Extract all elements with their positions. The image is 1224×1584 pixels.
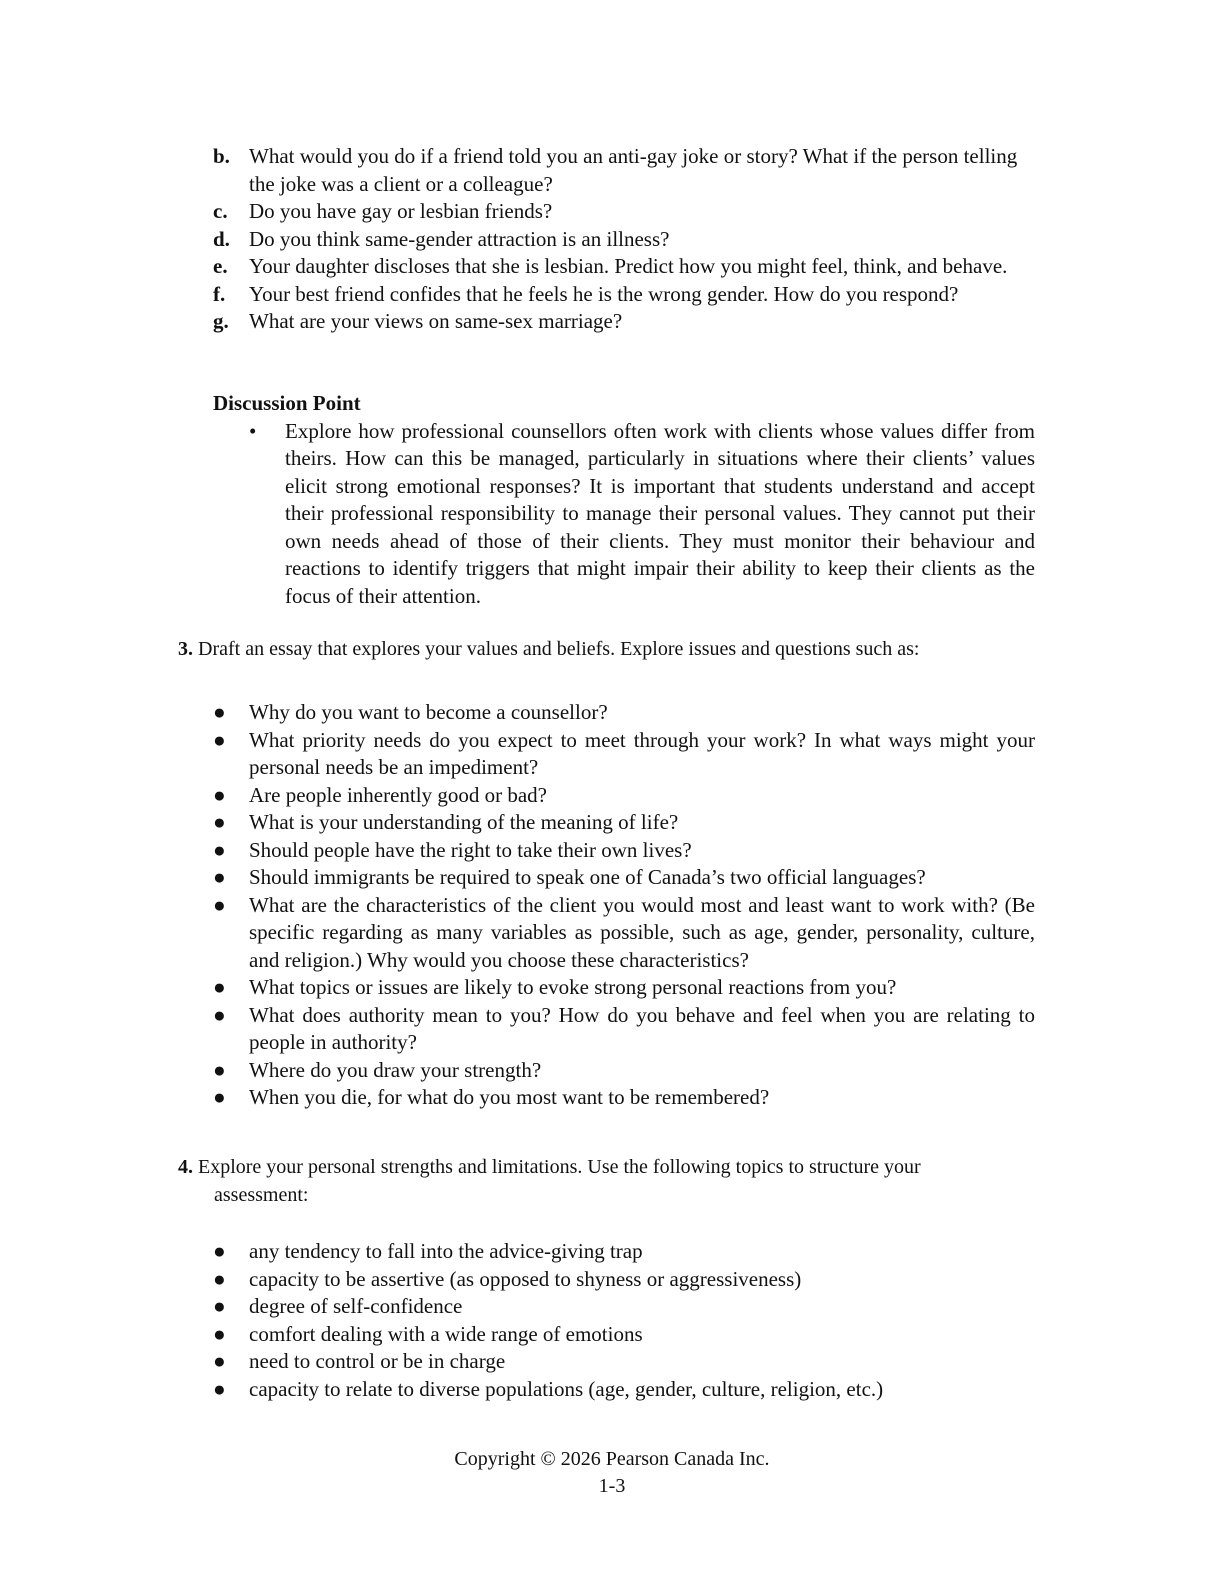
question-label: f. (213, 281, 226, 306)
discussion-text: Explore how professional counsellors often work with clients whose values differ from theirs. How can this be managed, particularly in situations where their clients’ values elicit strong emotional responses? It is important that students understand and accept their professional responsibility to manage their personal values. They cannot put their own needs ahead of those of their clients. They must monitor their behaviour and reactions to identify triggers that might impair their ability to keep their clients as the focus of their attention. (285, 418, 1035, 608)
question-text: What are your views on same-sex marriage? (249, 309, 623, 333)
bullet-icon: ● (213, 865, 226, 889)
bullet-icon: ● (213, 975, 226, 999)
list-item: ● Are people inherently good or bad? (213, 782, 1035, 810)
list-item: ● capacity to be assertive (as opposed to shyness or aggressiveness) (213, 1266, 1035, 1294)
list-item: ● Why do you want to become a counsellor? (213, 699, 1035, 727)
list-item: ● need to control or be in charge (213, 1348, 1035, 1376)
footer-page-number: 1-3 (598, 1475, 626, 1497)
list-item: ● comfort dealing with a wide range of emotions (213, 1321, 1035, 1349)
bullet-icon: ● (213, 1085, 226, 1109)
list-item: ● Should immigrants be required to speak one of Canada’s two official languages? (213, 864, 1035, 892)
list-item: ● degree of self-confidence (213, 1293, 1035, 1321)
list-item: ● Where do you draw your strength? (213, 1057, 1035, 1085)
discussion-point-section (213, 390, 1035, 610)
question-text: Your daughter discloses that she is lesbian. Predict how you might feel, think, and behave. (249, 254, 1008, 278)
question-e (213, 253, 1035, 281)
bullet-icon: ● (213, 1057, 226, 1082)
bullet-icon: ● (213, 700, 226, 724)
question-c (213, 198, 1035, 226)
question-d (213, 226, 1035, 254)
question-text: Do you think same-gender attraction is an illness? (249, 226, 670, 251)
question-label: g. (213, 309, 229, 333)
question-text: Draft an essay that explores your values and beliefs. Explore issues and questions such as: (198, 638, 920, 660)
list-item: ● any tendency to fall into the advice-giving trap (213, 1238, 1035, 1266)
list-item: ● What priority needs do you expect to meet through your work? In what ways might your personal needs be an impediment? (213, 727, 1035, 782)
bullet-icon: ● (213, 1002, 226, 1027)
question-text: What would you do if a friend told you an anti-gay joke or story? What if the person telling the joke was a client or a colleague? (249, 144, 1018, 196)
list-item: ● When you die, for what do you most want to be remembered? (213, 1084, 1035, 1112)
question-label: d. (213, 226, 230, 251)
question-f (213, 281, 1035, 309)
list-item: ● Should people have the right to take their own lives? (213, 837, 1035, 865)
bullet-icon: ● (213, 892, 226, 917)
list-item: ● What is your understanding of the meaning of life? (213, 809, 1035, 837)
bullet-icon: ● (213, 1239, 226, 1263)
question-text: Explore your personal strengths and limitations. Use the following topics to structure your (198, 1156, 921, 1178)
question-label: b. (213, 144, 230, 168)
list-item: ● What are the characteristics of the client you would most and least want to work with? (Be specific regarding as many variables as possible, such as age, gender, personality, culture, and religion.) Why would you choose these characteristics? (213, 892, 1035, 975)
bullet-icon: ● (213, 837, 226, 862)
question-3-bullets (213, 699, 1035, 1112)
bullet-icon: ● (213, 1266, 226, 1291)
question-text-continued: assessment: (214, 1183, 309, 1206)
bullet-icon: ● (213, 1321, 226, 1346)
bullet-icon: ● (213, 1349, 226, 1373)
question-text: Your best friend confides that he feels he is the wrong gender. How do you respond? (249, 281, 959, 306)
list-item: ● What does authority mean to you? How do you behave and feel when you are relating to people in authority? (213, 1002, 1035, 1057)
question-text: Do you have gay or lesbian friends? (249, 199, 553, 223)
bullet-icon: • (249, 418, 257, 443)
question-g (213, 308, 1035, 336)
question-number: 3. (178, 638, 193, 660)
footer-copyright: Copyright © 2026 Pearson Canada Inc. (454, 1448, 770, 1470)
bullet-icon: ● (213, 1294, 226, 1318)
question-4-bullets (213, 1238, 1035, 1403)
bullet-icon: ● (213, 782, 226, 807)
bullet-icon: ● (213, 1376, 226, 1401)
list-item: ● What topics or issues are likely to evoke strong personal reactions from you? (213, 974, 1035, 1002)
discussion-bullet (249, 418, 1035, 611)
bullet-icon: ● (213, 810, 226, 834)
question-b (213, 143, 1035, 198)
lettered-question-list (213, 143, 1035, 336)
question-label: e. (213, 254, 228, 278)
list-item: ● capacity to relate to diverse populations (age, gender, culture, religion, etc.) (213, 1376, 1035, 1404)
question-4 (178, 1154, 1038, 1209)
bullet-icon: ● (213, 727, 226, 752)
question-number: 4. (178, 1156, 193, 1178)
discussion-heading: Discussion Point (213, 391, 361, 415)
question-label: c. (213, 199, 228, 223)
question-3 (178, 636, 1038, 664)
